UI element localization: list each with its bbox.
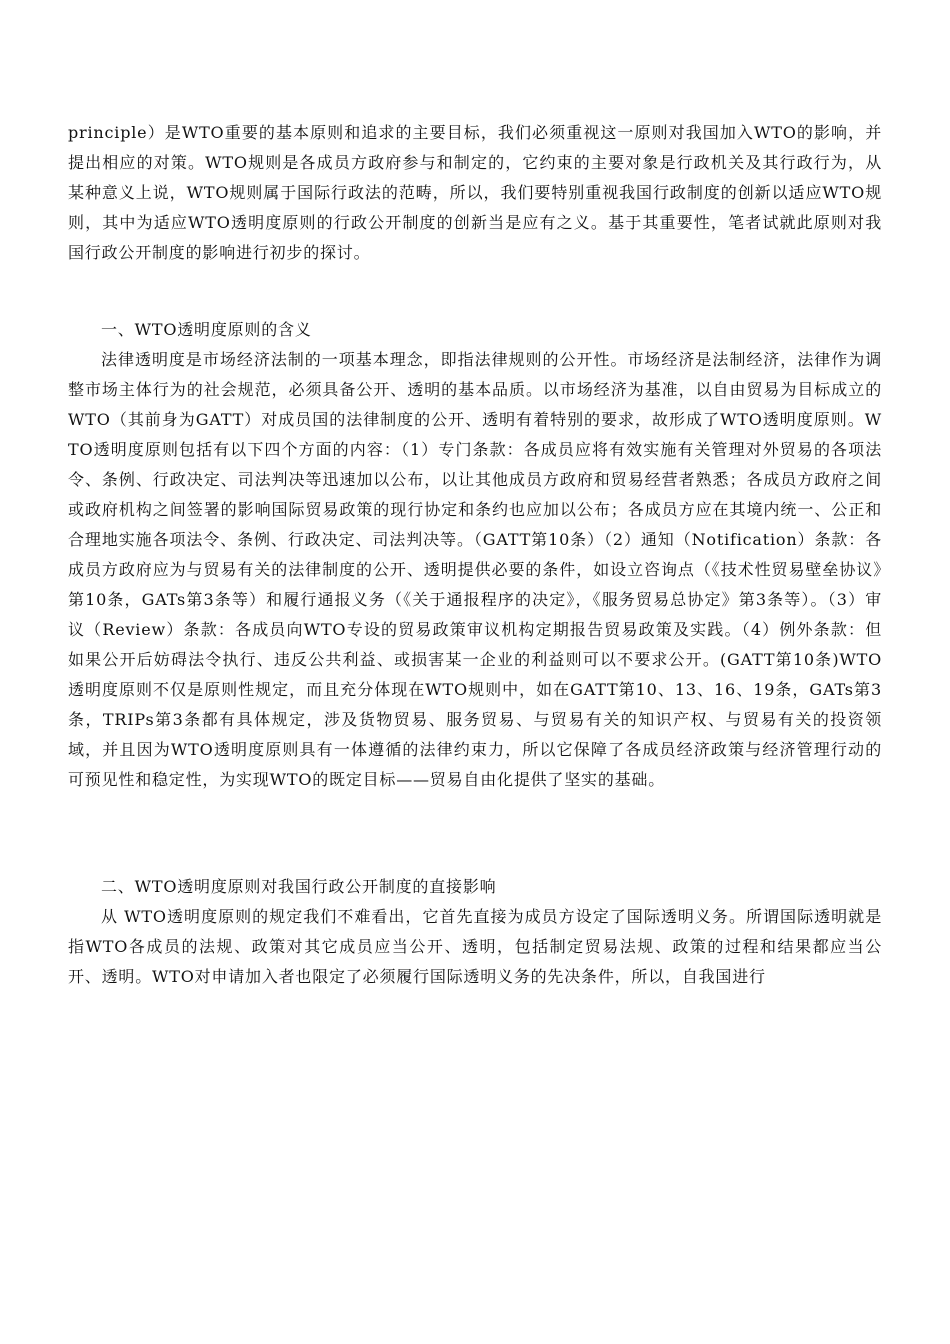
document-page xyxy=(68,118,882,992)
section-2-heading: 二、WTO透明度原则对我国行政公开制度的直接影响 xyxy=(101,877,497,896)
section-1-heading: 一、WTO透明度原则的含义 xyxy=(101,320,312,339)
section-1-body: 法律透明度是市场经济法制的一项基本理念，即指法律规则的公开性。市场经济是法制经济，法律作为调整市场主体行为的社会规范，必须具备公开、透明的基本品质。以市场经济为基准，以自由贸易为目标成立的WTO（其前身为GATT）对成员国的法律制度的公开、透明有着特别的要求，故形成了WTO透明度原则。WTO透明度原则包括有以下四个方面的内容：（1）专门条款：各成员应将有效实施有关管理对外贸易的各项法令、条例、行政决定、司法判决等迅速加以公布，以让其他成员方政府和贸易经营者熟悉；各成员方政府之间或政府机构之间签署的影响国际贸易政策的现行协定和条约也应加以公布；各成员方应在其境内统一、公正和合理地实施各项法令、条例、行政决定、司法判决等。（GATT第10条）（2）通知（Notification）条款：各成员方政府应为与贸易有关的法律制度的公开、透明提供必要的条件，如设立咨询点（《技术性贸易壁垒协议》第10条，GATs第3条等）和履行通报义务（《关于通报程序的决定》，《服务贸易总协定》第3条等）。（3）审议（Review）条款：各成员向WTO专设的贸易政策审议机构定期报告贸易政策及实践。（4）例外条款：但如果公开后妨碍法令执行、违反公共利益、或损害某一企业的利益则可以不要求公开。(GATT第10条)WTO透明度原则不仅是原则性规定，而且充分体现在WTO规则中，如在GATT第10、13、16、19条，GATs第3条，TRIPs第3条都有具体规定，涉及货物贸易、服务贸易、与贸易有关的知识产权、与贸易有关的投资领域，并且因为WTO透明度原则具有一体遵循的法律约束力，所以它保障了各成员经济政策与经济管理行动的可预见性和稳定性，为实现WTO的既定目标——贸易自由化提供了坚实的基础。 xyxy=(68,350,882,789)
intro-paragraph: principle）是WTO重要的基本原则和追求的主要目标，我们必须重视这一原则对我国加入WTO的影响，并提出相应的对策。WTO规则是各成员方政府参与和制定的，它约束的主要对象是行政机关及其行政行为，从某种意义上说，WTO规则属于国际行政法的范畴，所以，我们要特别重视我国行政制度的创新以适应WTO规则，其中为适应WTO透明度原则的行政公开制度的创新当是应有之义。基于其重要性，笔者试就此原则对我国行政公开制度的影响进行初步的探讨。 xyxy=(68,123,882,262)
section-2-body: 从 WTO透明度原则的规定我们不难看出，它首先直接为成员方设定了国际透明义务。所谓国际透明就是指WTO各成员的法规、政策对其它成员应当公开、透明，包括制定贸易法规、政策的过程和结果都应当公开、透明。WTO对申请加入者也限定了必须履行国际透明义务的先决条件，所以，自我国进行 xyxy=(68,907,882,986)
